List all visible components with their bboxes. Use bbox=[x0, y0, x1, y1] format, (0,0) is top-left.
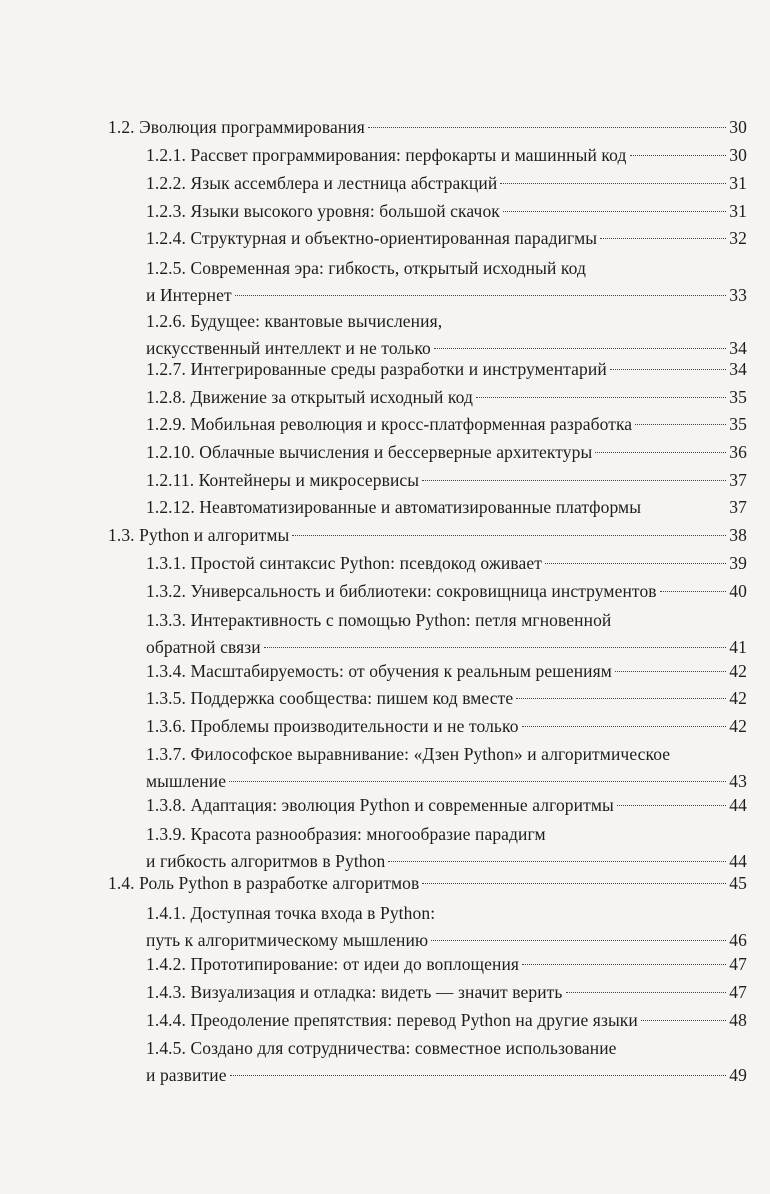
toc-entry-title: 1.3. Python и алгоритмы bbox=[108, 525, 290, 545]
dot-leader bbox=[630, 155, 727, 156]
toc-page-number: 32 bbox=[729, 228, 747, 248]
dot-leader bbox=[635, 424, 726, 425]
dot-leader bbox=[615, 671, 726, 672]
dot-leader bbox=[641, 1020, 726, 1021]
toc-entry-title: 1.2. Эволюция программирования bbox=[108, 117, 365, 137]
toc-entry bbox=[146, 255, 747, 309]
toc-page-number: 47 bbox=[729, 982, 747, 1002]
dot-leader bbox=[476, 397, 726, 398]
toc-entry bbox=[146, 198, 747, 225]
dot-leader bbox=[516, 698, 726, 699]
toc-entry bbox=[146, 821, 747, 875]
toc-page-number: 30 bbox=[729, 145, 747, 165]
dot-leader bbox=[434, 348, 726, 349]
toc-entry bbox=[108, 522, 747, 549]
dot-leader bbox=[431, 940, 726, 941]
toc-entry-title: 1.4. Роль Python в разработке алгоритмов bbox=[108, 873, 420, 893]
toc-entry-title: 1.2.1. Рассвет программирования: перфокарты и машинный код bbox=[146, 145, 627, 165]
toc-entry-title: 1.2.9. Мобильная революция и кросс-платформенная разработка bbox=[146, 414, 633, 434]
toc-entry-title-continued: обратной связи bbox=[146, 637, 261, 657]
toc-entry-title: 1.2.11. Контейнеры и микросервисы bbox=[146, 470, 420, 490]
toc-entry-title: 1.4.3. Визуализация и отладка: видеть — значит верить bbox=[146, 982, 563, 1002]
toc-entry-title: 1.2.10. Облачные вычисления и бессерверные архитектуры bbox=[146, 442, 593, 462]
toc-entry bbox=[146, 951, 747, 978]
toc-entry-title: 1.2.4. Структурная и объектно-ориентированная парадигмы bbox=[146, 228, 598, 248]
toc-entry bbox=[108, 114, 747, 141]
toc-page-number: 38 bbox=[729, 525, 747, 545]
dot-leader bbox=[660, 591, 727, 592]
dot-leader bbox=[566, 992, 727, 993]
dot-leader bbox=[617, 805, 726, 806]
dot-leader bbox=[368, 127, 726, 128]
toc-page-number: 31 bbox=[729, 201, 747, 221]
toc-entry bbox=[146, 900, 747, 954]
toc-entry-title: 1.4.2. Прототипирование: от идеи до воплощения bbox=[146, 954, 520, 974]
toc-page-number: 30 bbox=[729, 117, 747, 137]
toc-entry bbox=[146, 384, 747, 411]
toc-entry-title-continued: путь к алгоритмическому мышлению bbox=[146, 930, 429, 950]
toc-entry-title-continued: и развитие bbox=[146, 1065, 227, 1085]
toc-page-number: 43 bbox=[729, 771, 747, 791]
toc-page-number: 31 bbox=[729, 173, 747, 193]
dot-leader bbox=[644, 507, 726, 508]
toc-entry-title: 1.3.8. Адаптация: эволюция Python и современные алгоритмы bbox=[146, 795, 614, 815]
dot-leader bbox=[235, 295, 727, 296]
toc-entry-title: 1.2.6. Будущее: квантовые вычисления, bbox=[146, 311, 443, 331]
dot-leader bbox=[595, 452, 726, 453]
toc-entry bbox=[146, 792, 747, 819]
toc-page-number: 49 bbox=[729, 1065, 747, 1085]
toc-entry-title: 1.4.1. Доступная точка входа в Python: bbox=[146, 903, 436, 923]
toc-page-number: 37 bbox=[729, 470, 747, 490]
toc-page-number: 33 bbox=[729, 285, 747, 305]
toc-entry bbox=[146, 741, 747, 795]
toc-entry-title: 1.3.4. Масштабируемость: от обучения к реальным решениям bbox=[146, 661, 612, 681]
toc-entry-title: 1.2.7. Интегрированные среды разработки и инструментарий bbox=[146, 359, 607, 379]
toc-entry-title-continued: и гибкость алгоритмов в Python bbox=[146, 851, 386, 871]
toc-page-number: 41 bbox=[729, 637, 747, 657]
toc-entry bbox=[146, 1007, 747, 1034]
dot-leader bbox=[600, 238, 726, 239]
toc-entry bbox=[146, 308, 747, 362]
toc-page-number: 37 bbox=[729, 497, 747, 517]
toc-entry bbox=[146, 550, 747, 577]
toc-entry bbox=[146, 356, 747, 383]
dot-leader bbox=[229, 781, 726, 782]
toc-entry-title: 1.2.5. Современная эра: гибкость, открытый исходный код bbox=[146, 258, 586, 278]
toc-entry-title-continued: и Интернет bbox=[146, 285, 232, 305]
dot-leader bbox=[522, 726, 727, 727]
toc-entry-title: 1.2.2. Язык ассемблера и лестница абстракций bbox=[146, 173, 498, 193]
toc-entry-title: 1.3.5. Поддержка сообщества: пишем код вместе bbox=[146, 688, 514, 708]
toc-entry-title: 1.2.8. Движение за открытый исходный код bbox=[146, 387, 473, 407]
toc-entry bbox=[146, 142, 747, 169]
toc-entry bbox=[146, 439, 747, 466]
toc-entry bbox=[146, 1035, 747, 1089]
toc-page-number: 46 bbox=[729, 930, 747, 950]
toc-entry bbox=[146, 467, 747, 494]
toc-entry-title: 1.3.9. Красота разнообразия: многообразие парадигм bbox=[146, 824, 546, 844]
dot-leader bbox=[388, 861, 726, 862]
toc-page-number: 34 bbox=[729, 338, 747, 358]
toc-entry-title: 1.4.5. Создано для сотрудничества: совместное использование bbox=[146, 1038, 617, 1058]
toc-page-number: 44 bbox=[729, 851, 747, 871]
toc-page-number: 34 bbox=[729, 359, 747, 379]
toc-page-number: 36 bbox=[729, 442, 747, 462]
toc-page-number: 35 bbox=[729, 414, 747, 434]
dot-leader bbox=[500, 183, 726, 184]
toc-entry-title: 1.2.12. Неавтоматизированные и автоматизированные платформы bbox=[146, 497, 642, 517]
toc-entry-title: 1.3.7. Философское выравнивание: «Дзен Python» и алгоритмическое bbox=[146, 744, 671, 764]
toc-entry bbox=[146, 979, 747, 1006]
dot-leader bbox=[545, 563, 726, 564]
dot-leader bbox=[422, 883, 726, 884]
toc-entry-title: 1.3.2. Универсальность и библиотеки: сокровищница инструментов bbox=[146, 581, 657, 601]
toc-entry-title: 1.3.3. Интерактивность с помощью Python: петля мгновенной bbox=[146, 610, 612, 630]
dot-leader bbox=[522, 964, 726, 965]
toc-entry bbox=[146, 607, 747, 661]
toc-entry bbox=[146, 170, 747, 197]
toc-page-number: 44 bbox=[729, 795, 747, 815]
toc-entry bbox=[146, 658, 747, 685]
toc-entry bbox=[146, 713, 747, 740]
toc-page-number: 42 bbox=[729, 661, 747, 681]
toc-page-number: 39 bbox=[729, 553, 747, 573]
toc-entry bbox=[108, 870, 747, 897]
dot-leader bbox=[230, 1075, 727, 1076]
dot-leader bbox=[422, 480, 726, 481]
toc-entry bbox=[146, 685, 747, 712]
toc-page-number: 40 bbox=[729, 581, 747, 601]
toc-entry-title: 1.4.4. Преодоление препятствия: перевод Python на другие языки bbox=[146, 1010, 638, 1030]
toc-page-number: 42 bbox=[729, 688, 747, 708]
toc-entry-title-continued: искусственный интеллект и не только bbox=[146, 338, 431, 358]
toc-page-number: 42 bbox=[729, 716, 747, 736]
toc-entry-title: 1.3.6. Проблемы производительности и не только bbox=[146, 716, 519, 736]
toc-entry bbox=[146, 225, 747, 252]
toc-entry bbox=[146, 411, 747, 438]
toc-page-number: 48 bbox=[729, 1010, 747, 1030]
toc-page-number: 47 bbox=[729, 954, 747, 974]
toc-page-number: 35 bbox=[729, 387, 747, 407]
dot-leader bbox=[503, 211, 726, 212]
toc-entry bbox=[146, 578, 747, 605]
toc-entry-title: 1.2.3. Языки высокого уровня: большой скачок bbox=[146, 201, 500, 221]
toc-entry bbox=[146, 494, 747, 521]
dot-leader bbox=[264, 647, 727, 648]
toc-page-number: 45 bbox=[729, 873, 747, 893]
toc-entry-title: 1.3.1. Простой синтаксис Python: псевдокод оживает bbox=[146, 553, 543, 573]
dot-leader bbox=[292, 535, 726, 536]
toc-entry-title-continued: мышление bbox=[146, 771, 227, 791]
dot-leader bbox=[610, 369, 727, 370]
